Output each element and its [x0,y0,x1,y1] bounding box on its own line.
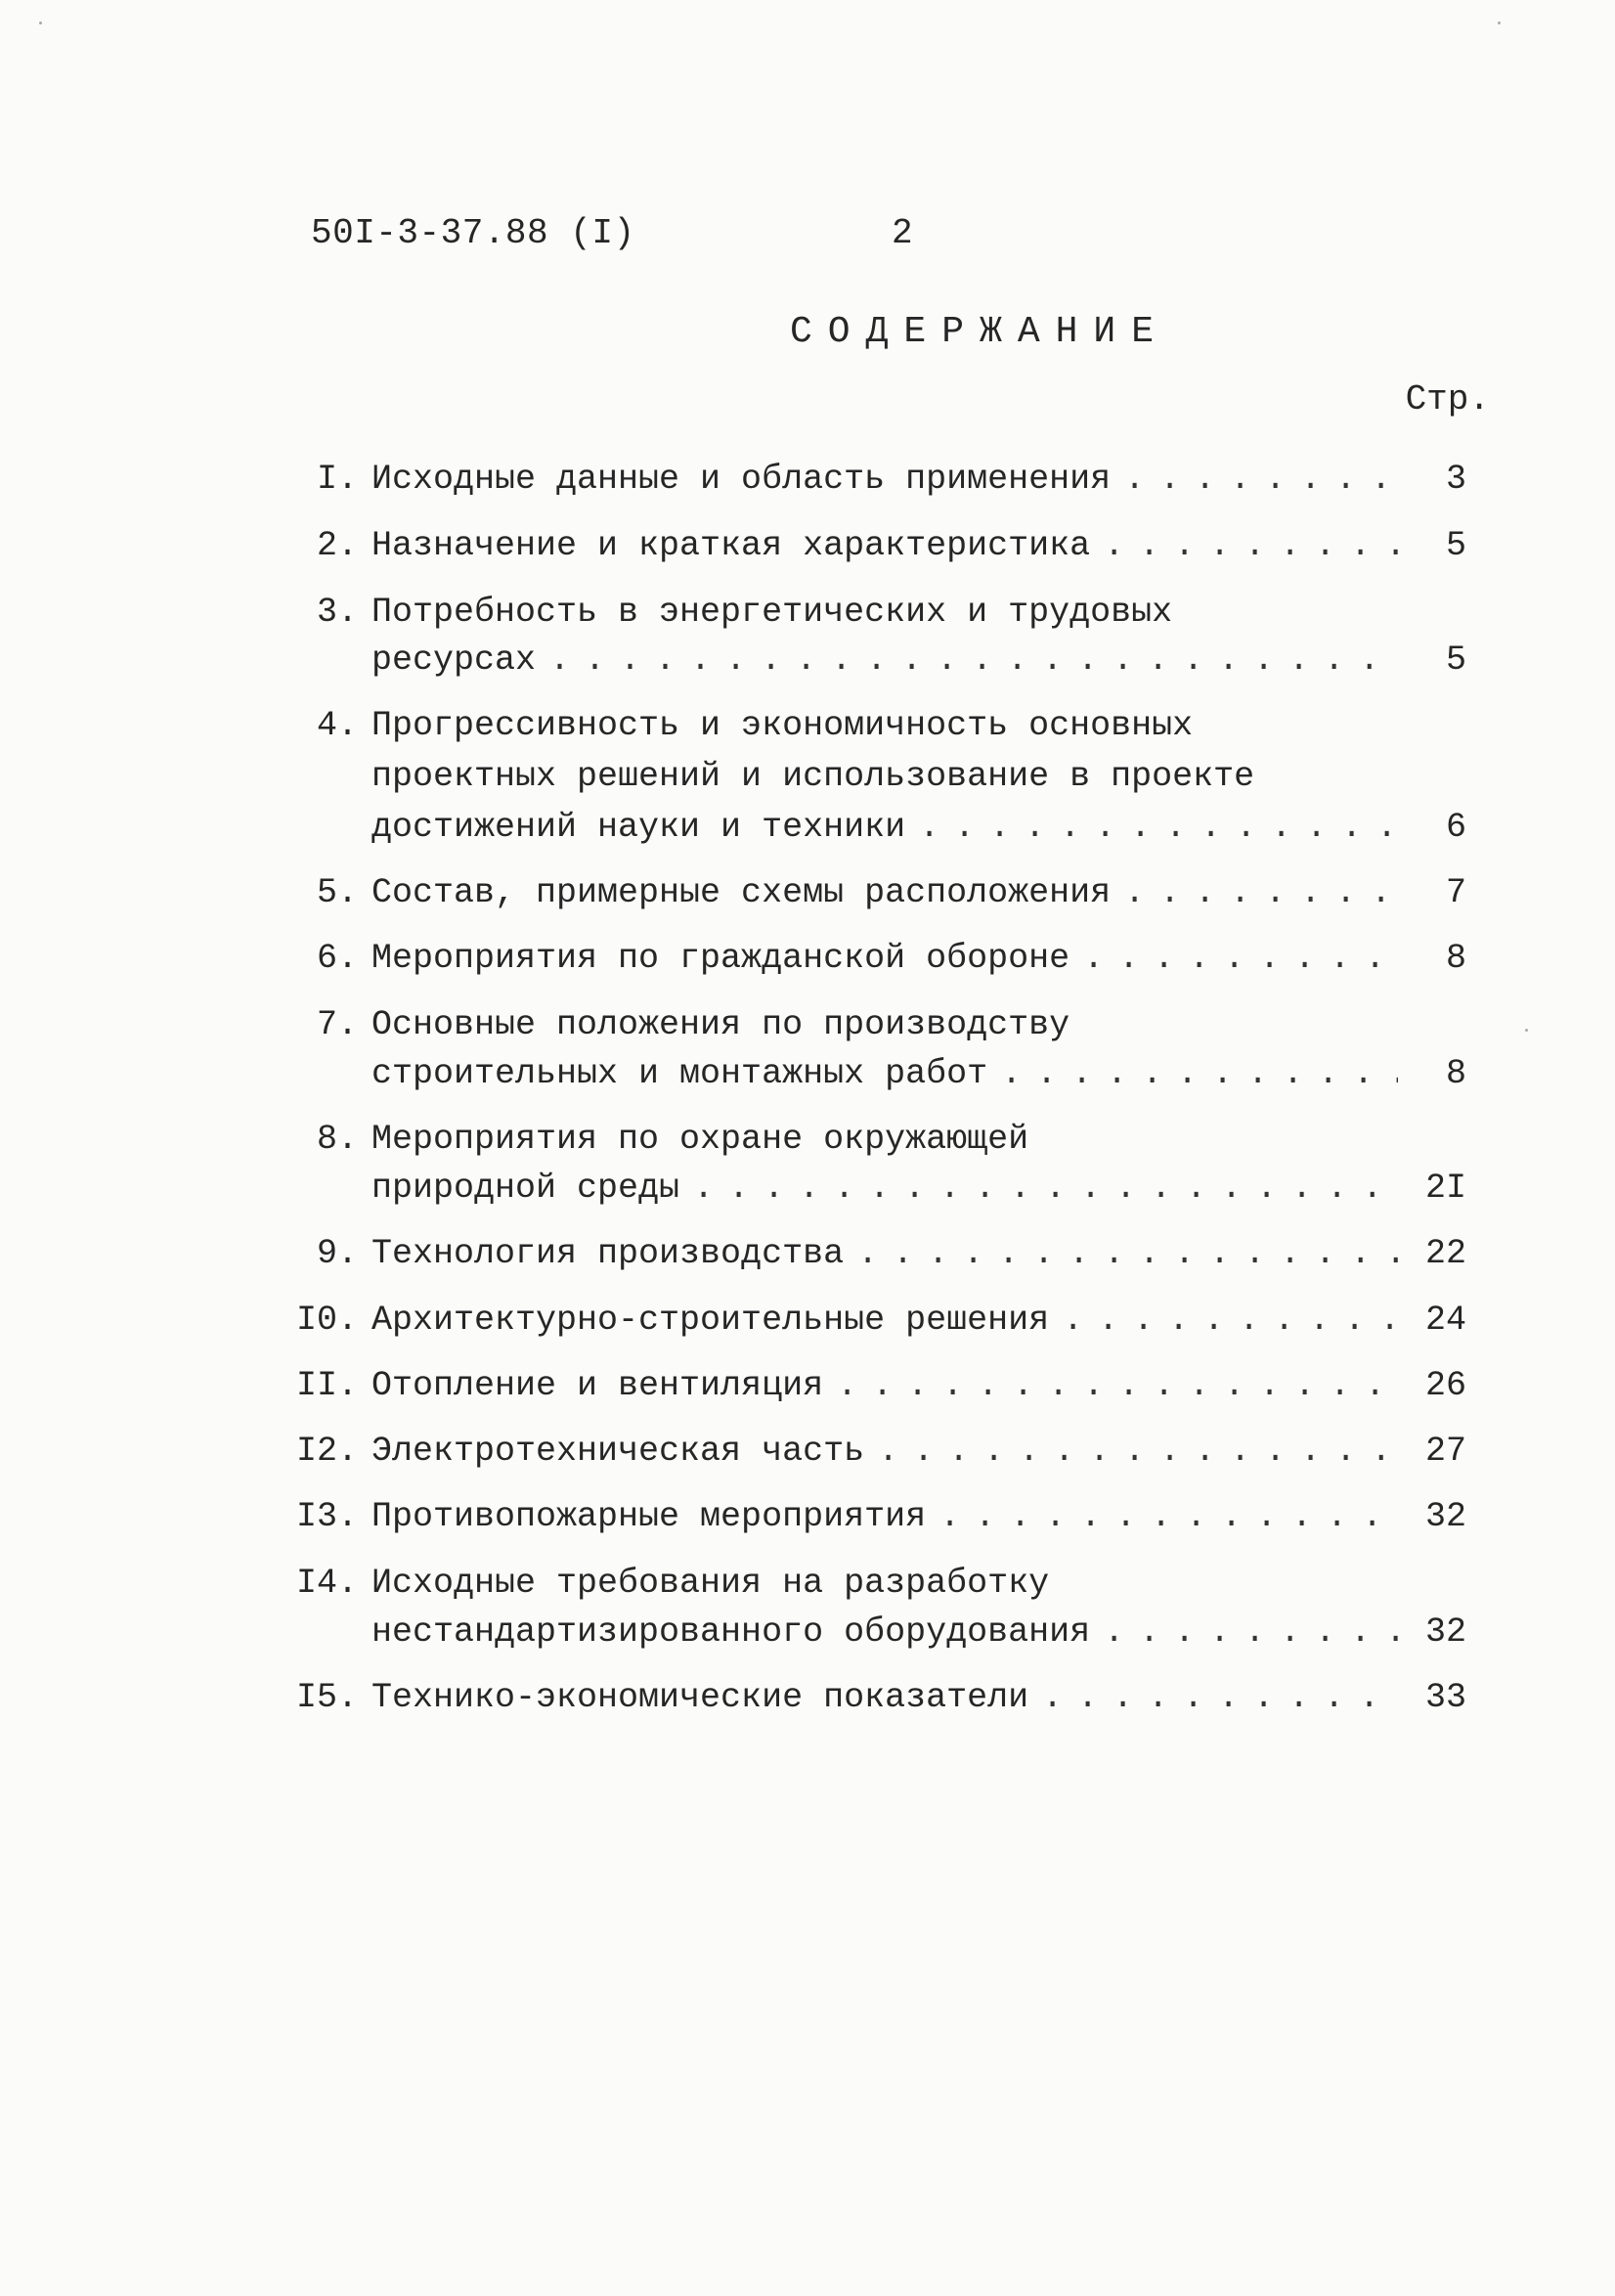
toc-item-text: строительных и монтажных работ [371,1054,988,1093]
dot-leader [1001,1054,1398,1093]
toc-line [371,1612,1466,1663]
toc-item-page: 33 [1424,1678,1466,1717]
toc-line [295,1564,1466,1614]
toc-item-text: Назначение и краткая характеристика [371,526,1091,565]
toc-item-text: Архитектурно-строительные решения [371,1301,1050,1340]
dot-leader [1124,460,1398,499]
dot-leader [878,1432,1398,1471]
toc-item-text: Противопожарные мероприятия [371,1497,927,1536]
toc-item-number: 3. [316,593,358,632]
toc-item-page: 2I [1424,1169,1466,1208]
toc-item-page: 32 [1424,1497,1466,1536]
toc-title: СОДЕРЖАНИЕ [790,311,1170,353]
toc-item-number: 4. [316,706,358,745]
toc-line [316,706,1466,757]
toc-line [371,1169,1466,1219]
page-number: 2 [892,213,913,253]
toc-line [371,640,1466,691]
toc-item-number: I3. [295,1497,358,1536]
toc-item-page: 22 [1424,1234,1466,1273]
dot-leader [1124,873,1398,912]
toc-item-text: Технология производства [371,1234,845,1273]
toc-line [371,1054,1466,1105]
toc-item-number: I0. [295,1301,358,1340]
toc-line [316,1005,1466,1056]
toc-item-page: 26 [1424,1366,1466,1405]
dot-leader [549,640,1398,680]
toc-item-page: 5 [1445,526,1466,565]
dot-leader [1042,1678,1398,1717]
dot-leader [1104,526,1398,565]
scan-speck [1498,22,1501,24]
toc-item-page: 6 [1445,808,1466,847]
dot-leader [837,1366,1398,1405]
toc-item-text: Основные положения по производству [371,1005,1070,1044]
dot-leader [1063,1301,1398,1340]
dot-leader [939,1497,1398,1536]
scan-speck [1525,1029,1528,1032]
toc-item-page: 8 [1445,939,1466,978]
toc-item-text: Отопление и вентиляция [371,1366,824,1405]
toc-item-page: 5 [1445,640,1466,680]
toc-item-page: 24 [1424,1301,1466,1340]
toc-item-text: Исходные требования на разработку [371,1564,1050,1603]
toc-item-text: достижений науки и техники [371,808,906,847]
toc-line [316,939,1466,990]
toc-item-number: 2. [316,526,358,565]
toc-line [316,1234,1466,1285]
toc-item-text: нестандартизированного оборудования [371,1612,1091,1652]
toc-item-number: II. [295,1366,358,1405]
toc-line [295,1497,1466,1548]
toc-item-page: 32 [1424,1612,1466,1652]
toc-item-text: Мероприятия по охране окружающей [371,1120,1029,1159]
toc-item-number: 6. [316,939,358,978]
toc-item-page: 27 [1424,1432,1466,1471]
toc-item-text: ресурсах [371,640,537,680]
toc-item-number: I5. [295,1678,358,1717]
page-column-label: Стр. [1405,379,1490,419]
toc-item-text: Состав, примерные схемы расположения [371,873,1112,912]
toc-item-number: I2. [295,1432,358,1471]
toc-item-text: природной среды [371,1169,680,1208]
toc-item-number: I. [316,460,358,499]
dot-leader [919,808,1398,847]
toc-item-text: проектных решений и использование в проекте [371,757,1255,796]
dot-leader [693,1169,1398,1208]
toc-line [316,593,1466,643]
toc-line [371,808,1466,859]
toc-item-number: 9. [316,1234,358,1273]
toc-line [316,873,1466,924]
toc-line [316,460,1466,510]
toc-item-text: Электротехническая часть [371,1432,865,1471]
toc-item-page: 8 [1445,1054,1466,1093]
toc-item-number: I4. [295,1564,358,1603]
toc-item-text: Технико-экономические показатели [371,1678,1029,1717]
toc-item-number: 7. [316,1005,358,1044]
toc-line [295,1301,1466,1351]
toc-item-text: Мероприятия по гражданской обороне [371,939,1070,978]
toc-item-page: 7 [1445,873,1466,912]
document-code: 50I-3-37.88 (I) [311,213,635,253]
scan-speck [39,22,42,24]
toc-line [295,1432,1466,1482]
dot-leader [1104,1612,1398,1652]
toc-item-text: Прогрессивность и экономичность основных [371,706,1194,745]
toc-line [316,1120,1466,1170]
dot-leader [1083,939,1398,978]
dot-leader [857,1234,1398,1273]
toc-item-number: 8. [316,1120,358,1159]
toc-item-number: 5. [316,873,358,912]
toc-line [316,526,1466,577]
toc-item-page: 3 [1445,460,1466,499]
toc-line [295,1366,1466,1417]
toc-item-text: Исходные данные и область применения [371,460,1112,499]
toc-line [295,1678,1466,1729]
toc-line [371,757,1466,808]
toc-item-text: Потребность в энергетических и трудовых [371,593,1173,632]
